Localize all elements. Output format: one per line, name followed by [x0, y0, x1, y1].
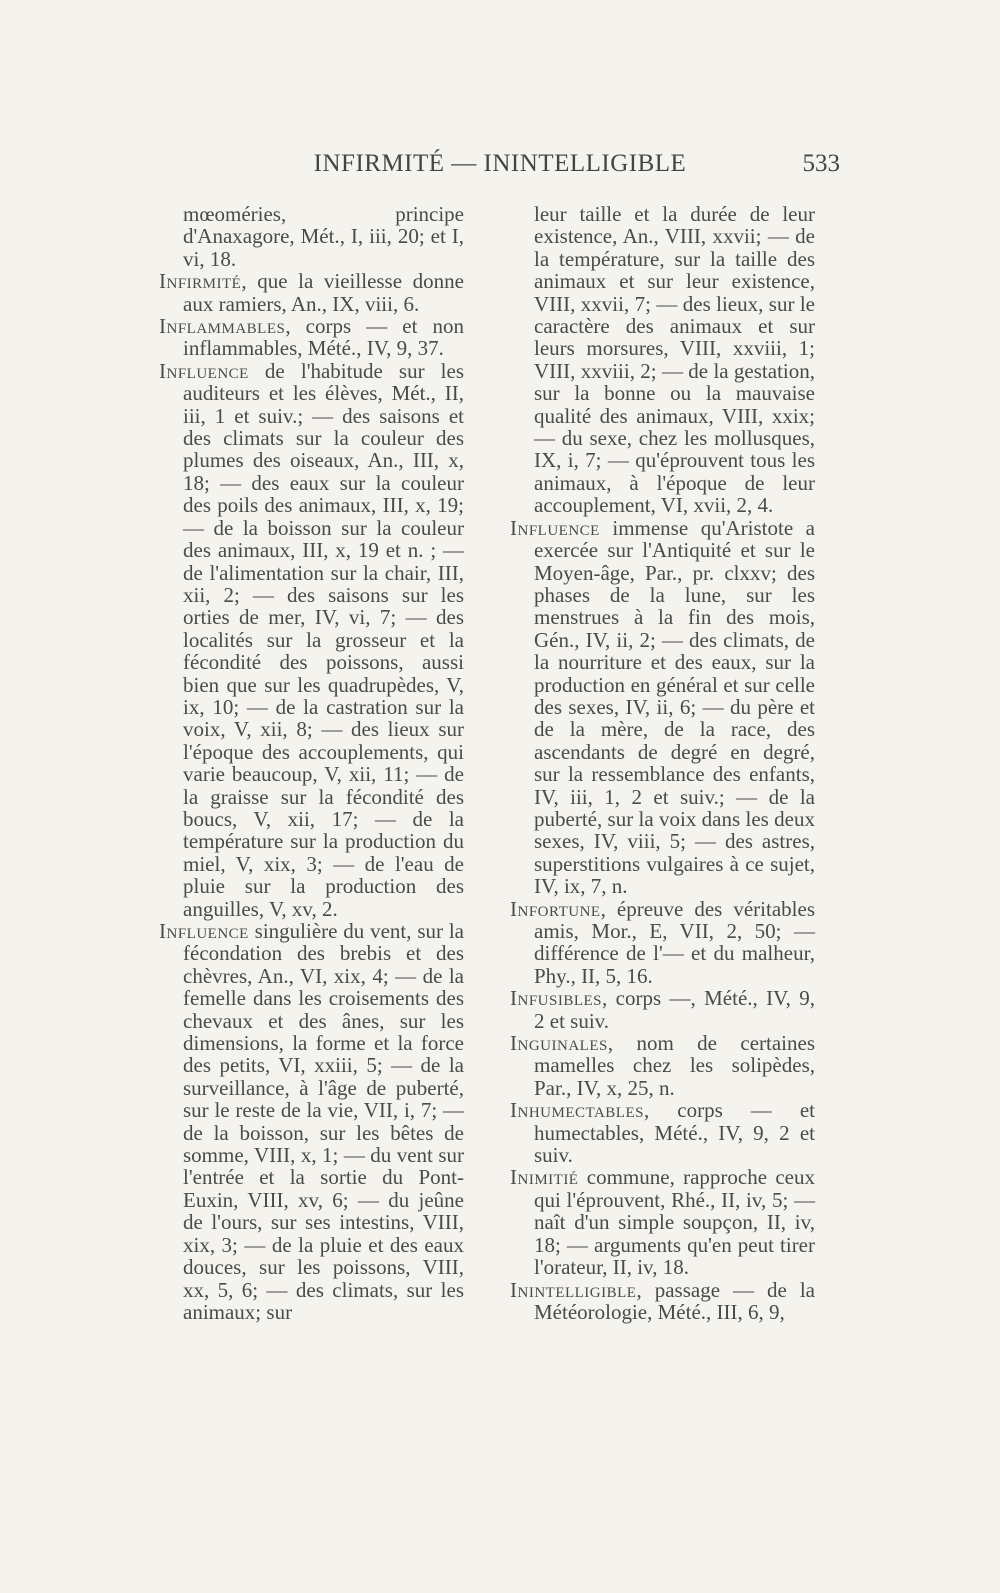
entry-term: Inhumectables: [510, 1098, 644, 1123]
entry-term: Inflammables: [159, 314, 286, 339]
entry-term: Inintelligible: [510, 1277, 637, 1302]
index-entry: [510, 1279, 815, 1324]
entry-text: , épreuve des véritables amis, Mor., E, VII, 2, 50; — différence de l'— et du malheur, Phy., II, 5, 16.: [534, 896, 815, 988]
index-entry: [510, 1032, 815, 1099]
entry-term: Infortune: [510, 896, 601, 921]
left-column: [159, 203, 464, 1323]
entry-text: , corps — et non inflammables, Mété., IV, 9, 37.: [183, 314, 464, 361]
index-entry: [159, 315, 464, 360]
index-entry: [159, 203, 464, 270]
index-entry: [510, 203, 815, 517]
entry-text: , nom de certaines mamelles chez les solipèdes, Par., IV, x, 25, n.: [534, 1031, 815, 1100]
entry-term: Inimitié: [510, 1165, 579, 1190]
entry-text: leur taille et la durée de leur existence, An., VIII, xxvii; — de la température, sur la taille des animaux et sur leur existence, VIII, xxvii, 7; — des lieux, sur le caractère des animaux et sur leurs morsures, VIII, xxviii, 1; VIII, xxviii, 2; — de la gestation, sur la bonne ou la mauvaise qualité des animaux, VIII, xxix; — du sexe, chez les mollusques, IX, i, 7; — qu'éprouvent tous les animaux, à l'époque de leur accouplement, VI, xvii, 2, 4.: [534, 202, 815, 518]
entry-text: , passage — de la Météorologie, Mété., III, 6, 9,: [534, 1277, 815, 1324]
entry-term: Influence: [159, 919, 249, 943]
page-number: 533: [802, 150, 840, 177]
entry-term: Influence: [510, 515, 600, 540]
entry-text: , corps — et humectables, Mété., IV, 9, 2 et suiv.: [534, 1098, 815, 1168]
index-entry: [510, 517, 815, 898]
entry-text: singulière du vent, sur la fécondation des brebis et des chèvres, An., VI, xix, 4; — de la femelle dans les croisements des chevaux et des ânes, sur les dimensions, la forme et la force des petits, VI, xxiii, 5; — de la surveillance, à l'âge de puberté, sur le reste de la vie, VII, i, 7; — de la boisson, sur les bêtes de somme, VIII, x, 1; — du vent sur l'entrée et la sortie du Pont-Euxin, VIII, xv, 6; — du jeûne de l'ours, sur ses intestins, VIII, xix, 3; — de la pluie et des eaux douces, sur les poissons, VIII, xx, 5, 6; — des climats, sur les animaux; sur: [183, 919, 464, 1324]
index-entry: [159, 920, 464, 1323]
entry-term: Infusibles: [510, 986, 603, 1011]
entry-term: Influence: [159, 358, 249, 383]
entry-text: , corps —, Mété., IV, 9, 2 et suiv.: [534, 986, 815, 1033]
entry-text: , que la vieillesse donne aux ramiers, An., IX, viii, 6.: [183, 269, 464, 316]
entry-term: Inguinales: [510, 1031, 608, 1056]
index-entry: [510, 898, 815, 988]
index-entry: [159, 270, 464, 315]
index-entry: [510, 1099, 815, 1166]
index-entry: [159, 360, 464, 920]
entry-term: Infirmité: [159, 269, 242, 294]
index-entry: [510, 987, 815, 1032]
right-column: [510, 203, 815, 1323]
entry-text: mœoméries, principe d'Anaxagore, Mét., I, iii, 20; et I, vi, 18.: [183, 202, 464, 271]
entry-text: commune, rapproche ceux qui l'éprouvent, Rhé., II, iv, 5; — naît d'un simple soupçon, II, iv, 18; — arguments qu'en peut tirer l'orateur, II, iv, 18.: [534, 1165, 815, 1280]
index-entry: [510, 1166, 815, 1278]
entry-text: de l'habitude sur les auditeurs et les élèves, Mét., II, iii, 1 et suiv.; — des saisons et des climats sur la couleur des plumes des oiseaux, An., III, x, 18; — des eaux sur la couleur des poils des animaux, III, x, 19; — de la boisson sur la couleur des animaux, III, x, 19 et n. ; — de l'alimentation sur la chair, III, xii, 2; — des saisons sur les orties de mer, IV, vi, 7; — des localités sur la grosseur et la fécondité des poissons, aussi bien que sur les quadrupèdes, V, ix, 10; — de la castration sur la voix, V, xii, 8; — des lieux sur l'époque des accouplements, qui varie beaucoup, V, xii, 11; — de la graisse sur la fécondité des boucs, V, xii, 17; — de la température sur la production du miel, V, xix, 3; — de l'eau de pluie sur la production des anguilles, V, xv, 2.: [183, 358, 464, 921]
running-header: INFIRMITÉ — ININTELLIGIBLE: [313, 150, 687, 177]
entry-text: immense qu'Aristote a exercée sur l'Antiquité et sur le Moyen-âge, Par., pr. clxxv; des phases de la lune, sur les menstrues à la fin des mois, Gén., IV, ii, 2; — des climats, de la nourriture et des eaux, sur la production en général et sur celle des sexes, IV, ii, 6; — du père et de la mère, de la race, des ascendants de degré en degré, sur la ressemblance des enfants, IV, iii, 1, 2 et suiv.; — de la puberté, sur la voix dans les deux sexes, IV, viii, 5; — des astres, superstitions vulgaires à ce sujet, IV, ix, 7, n.: [534, 515, 815, 899]
